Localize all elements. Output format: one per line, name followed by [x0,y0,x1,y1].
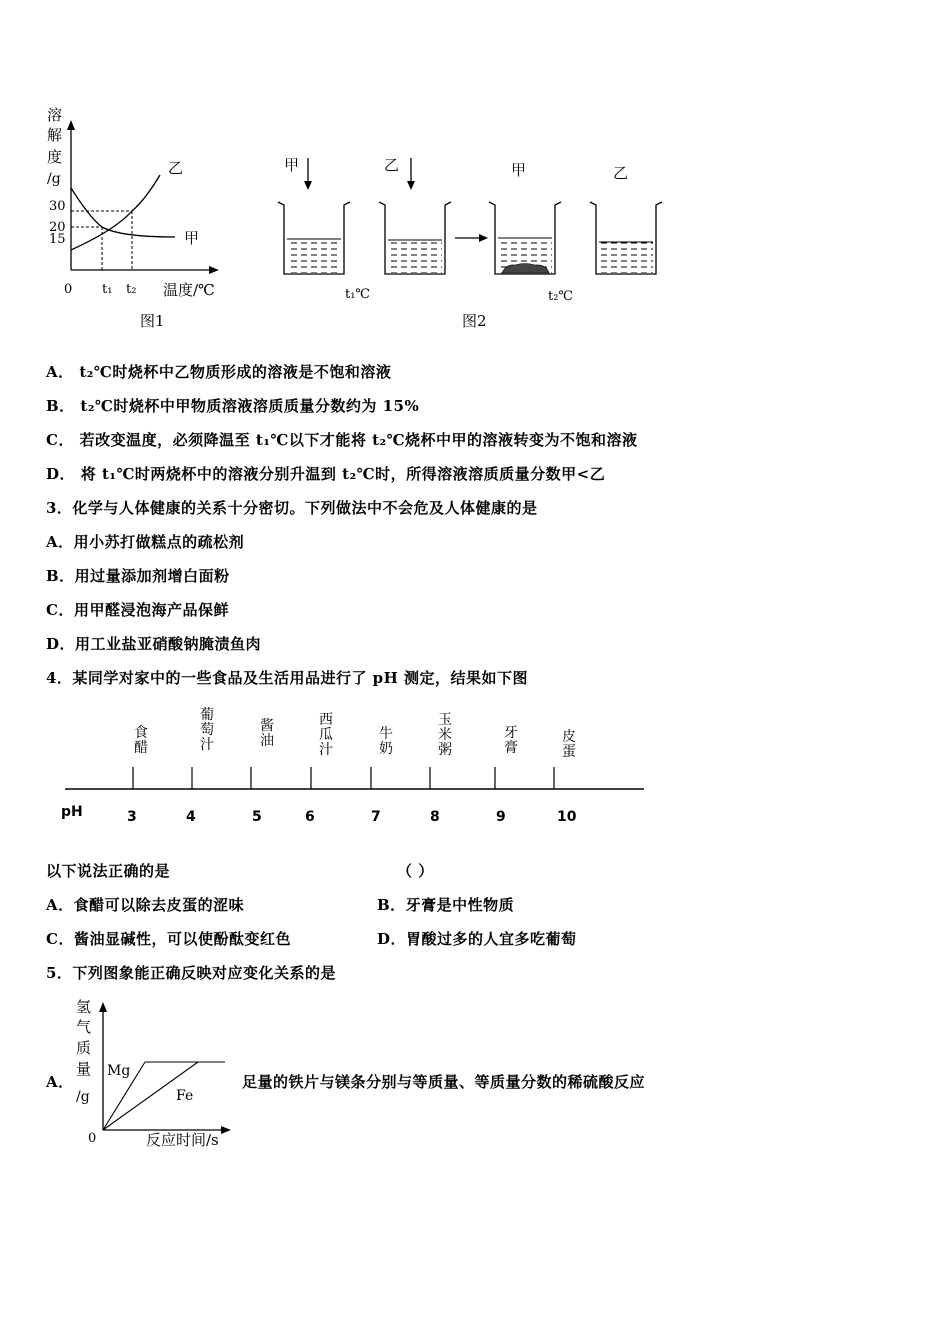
fig1-ylabel-1: 解 [47,126,63,144]
q3-option-c: C．用甲醛浸泡海产品保鲜 [46,601,229,619]
fig1-curve-jia [71,188,175,237]
q2-option-c: C． 若改变温度，必须降温至 t₁℃以下才能将 t₂℃烧杯中甲的溶液转变为不饱和溶液 [46,431,638,449]
hydrogen-chart-svg [70,990,240,1155]
fig1-xtick-0: 0 [64,282,73,297]
q3-option-b: B．用过量添加剂增白面粉 [46,567,230,585]
q5-stem: 5．下列图象能正确反映对应变化关系的是 [46,964,336,982]
fig1-x-arrow [209,266,219,274]
ph-item-toothpaste: 牙 膏 [504,725,518,756]
q2-option-d: D． 将 t₁℃时两烧杯中的溶液分别升温到 t₂℃时，所得溶液溶质质量分数甲<乙 [46,465,606,483]
q5-origin: 0 [88,1131,97,1146]
q5-ylabel-0: 氢 [76,998,92,1016]
q5-series-fe: Fe [176,1088,194,1104]
ph-item-grape-juice: 葡 萄 汁 [200,707,214,753]
beaker-4 [590,202,662,274]
q5-ylabel-2: 质 [76,1039,92,1057]
fig1-ytick-20: 20 [49,220,66,235]
ph-value-6: 6 [305,809,315,825]
fig1-xlabel: 温度/℃ [163,281,215,299]
q5-series-mg: Mg [107,1063,131,1079]
fig2-temp-t2: t₂℃ [548,289,573,304]
fig2-label-yi-1: 乙 [384,156,400,174]
fig1-label-yi: 乙 [168,159,184,177]
q5-ylabel-1: 气 [76,1018,92,1036]
q3-stem: 3．化学与人体健康的关系十分密切。下列做法中不会危及人体健康的是 [46,499,538,517]
ph-label: pH [61,804,83,820]
q4-prompt: 以下说法正确的是 [46,862,171,880]
q2-option-a: A． t₂℃时烧杯中乙物质形成的溶液是不饱和溶液 [46,363,392,381]
q3-option-a: A．用小苏打做糕点的疏松剂 [46,533,245,551]
q4-stem: 4．某同学对家中的一些食品及生活用品进行了 pH 测定，结果如下图 [46,669,529,687]
ph-item-corn-porridge: 玉 米 粥 [438,712,452,758]
fig1-ytick-15: 15 [49,232,66,247]
ph-value-3: 3 [127,809,137,825]
fig2-label-jia-1: 甲 [284,156,300,174]
q4-answer-bracket: （ ） [397,862,434,880]
figure-1 [40,100,240,335]
q4-option-d: D．胃酸过多的人宜多吃葡萄 [377,930,577,948]
ph-item-soy-sauce: 酱 油 [260,718,274,749]
ph-scale [0,700,700,840]
ph-item-preserved-egg: 皮 蛋 [562,729,576,760]
q5-ylabel-3: 量 [76,1060,92,1078]
fig1-y-arrow [67,120,75,130]
fig1-xtick-t2: t₂ [126,282,137,297]
ph-value-10: 10 [557,809,577,825]
beaker-diagram [270,150,670,335]
q5-option-a-text: 足量的铁片与镁条分别与等质量、等质量分数的稀硫酸反应 [242,1073,646,1091]
fig1-xtick-t1: t₁ [102,282,113,297]
q5-option-a-label: A． [46,1073,74,1091]
ph-value-7: 7 [371,809,381,825]
ph-item-watermelon-juice: 西 瓜 汁 [319,712,333,758]
fig2-label-yi-2: 乙 [613,164,629,182]
q4-option-a: A．食醋可以除去皮蛋的涩味 [46,896,245,914]
q4-option-b: B．牙膏是中性物质 [377,896,515,914]
fig2-label-jia-2: 甲 [511,161,527,179]
ph-value-8: 8 [430,809,440,825]
fig1-label-jia: 甲 [184,229,200,247]
q3-option-d: D．用工业盐亚硝酸钠腌渍鱼肉 [46,635,262,653]
fig1-ylabel-0: 溶 [47,106,63,124]
q2-option-b: B． t₂℃时烧杯中甲物质溶液溶质质量分数约为 15% [46,397,420,415]
ph-value-9: 9 [496,809,506,825]
q4-option-c: C．酱油显碱性，可以使酚酞变红色 [46,930,291,948]
fig1-ytick-30: 30 [49,199,66,214]
ph-item-vinegar: 食 醋 [134,725,148,756]
fig1-caption: 图1 [140,312,165,330]
hydrogen-chart [70,990,240,1155]
ph-axis [0,700,700,840]
beaker-3 [489,202,561,274]
ph-item-milk: 牛 奶 [379,726,393,757]
solubility-chart [40,100,240,335]
fig2-caption: 图2 [462,312,487,330]
q5-ylabel-4: /g [76,1089,90,1105]
ph-value-5: 5 [252,809,262,825]
figure-2 [270,150,670,335]
q5-xlabel: 反应时间/s [146,1131,219,1149]
fig1-curve-yi [71,175,160,250]
beaker-2 [379,202,451,274]
fig1-ylabel-3: /g [47,171,61,187]
fig1-ylabel-2: 度 [47,148,63,166]
ph-value-4: 4 [186,809,196,825]
beaker-1 [278,202,350,274]
fig2-temp-t1: t₁℃ [345,287,370,302]
